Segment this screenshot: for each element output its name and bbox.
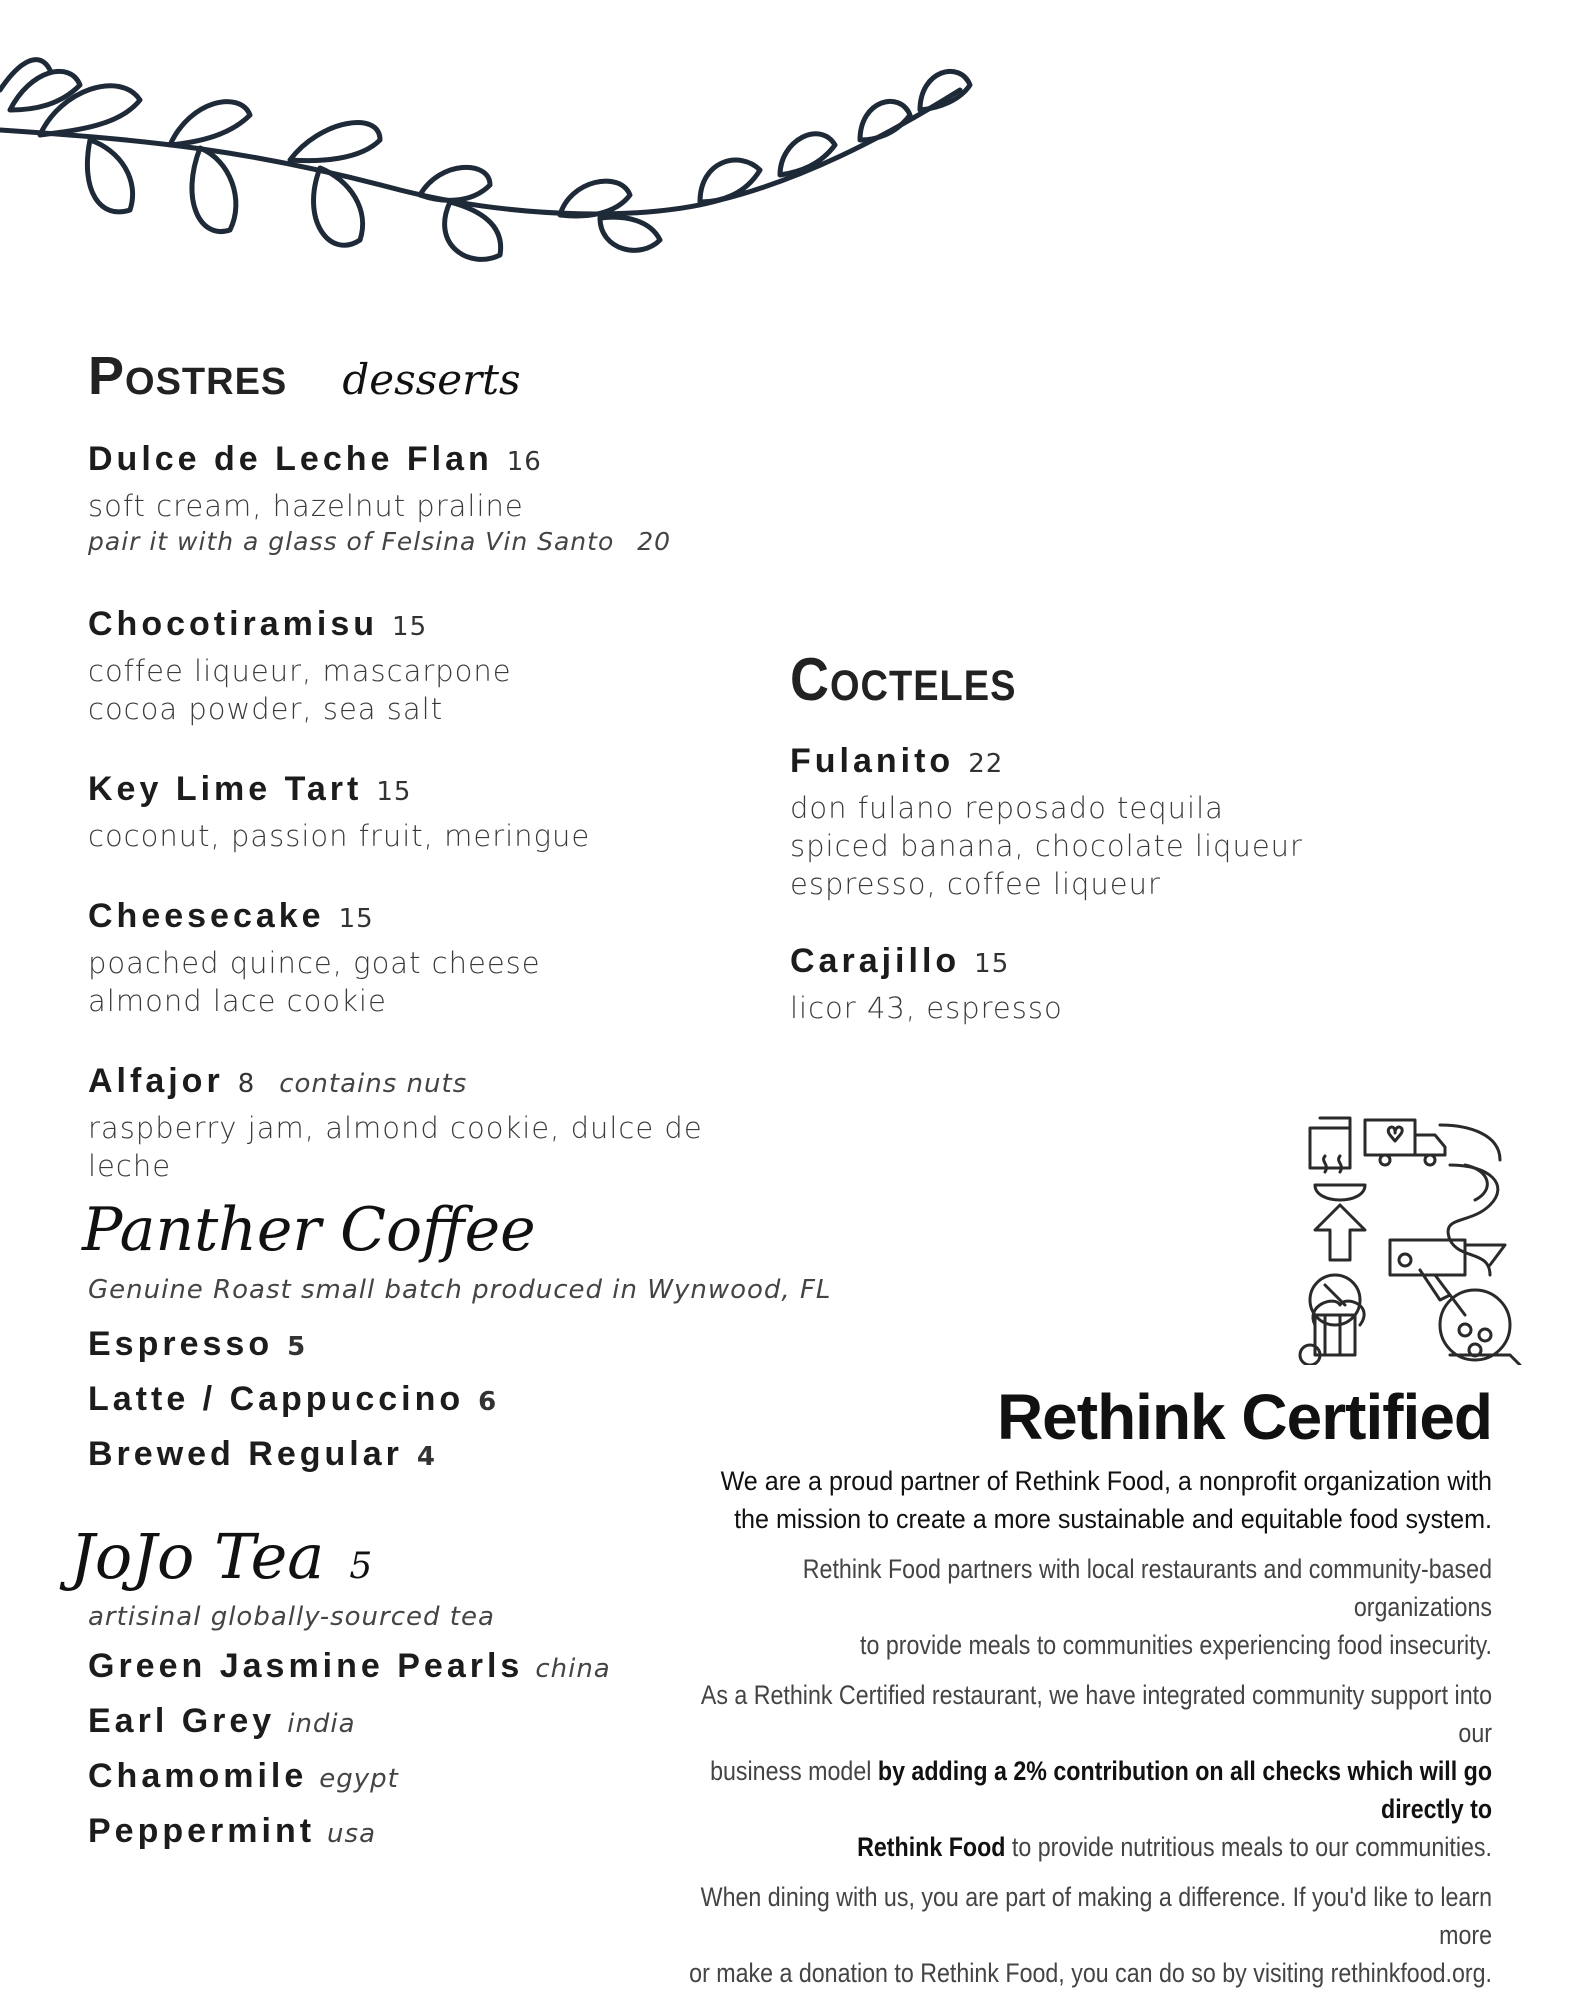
menu-item: [88, 1318, 497, 1373]
tea-subtitle: artisinal globally-sourced tea: [88, 1602, 495, 1632]
item-note: contains nuts: [279, 1069, 468, 1099]
item-name: Fulanito: [790, 742, 955, 780]
rethink-p1: [666, 1550, 1492, 1664]
postres-title: Postres: [88, 346, 288, 406]
tea-price: 5: [349, 1546, 373, 1587]
coffee-subtitle: Genuine Roast small batch produced in Wynwood, FL: [88, 1275, 832, 1305]
item-origin: india: [287, 1709, 356, 1739]
item-price: 15: [338, 904, 374, 934]
rethink-section: [532, 1380, 1492, 1992]
item-name: Key Lime Tart: [88, 770, 363, 808]
coffee-title: Panther Coffee: [82, 1195, 536, 1265]
item-desc: cocoa powder, sea salt: [88, 692, 444, 726]
item-name: Alfajor: [88, 1062, 224, 1100]
item-desc: almond lace cookie: [88, 984, 387, 1018]
tea-title: JoJo Tea: [70, 1520, 325, 1593]
menu-item: [790, 942, 1390, 1027]
postres-subtitle: desserts: [342, 355, 521, 404]
item-name: Cheesecake: [88, 897, 325, 935]
item-origin: egypt: [319, 1764, 399, 1794]
rethink-lead-line: We are a proud partner of Rethink Food, a nonprofit organization with: [720, 1466, 1492, 1496]
item-desc: raspberry jam, almond cookie, dulce de leche: [88, 1111, 703, 1183]
item-price: 8: [237, 1069, 256, 1099]
item-name: Carajillo: [790, 942, 961, 980]
rethink-p3-line: When dining with us, you are part of making a difference. If you'd like to learn more: [700, 1882, 1492, 1950]
item-name: Espresso: [88, 1325, 274, 1363]
rethink-p1-line: Rethink Food partners with local restaurants and community-based organizations: [802, 1554, 1492, 1622]
item-name: Latte / Cappuccino: [88, 1380, 465, 1418]
rethink-p2: [666, 1676, 1492, 1866]
menu-item: [790, 742, 1390, 942]
item-name: Chocotiramisu: [88, 605, 379, 643]
item-name: Peppermint: [88, 1812, 316, 1850]
pairing-note: [88, 525, 788, 559]
menu-item: [88, 1373, 497, 1428]
coffee-items: [88, 1318, 497, 1483]
menu-item: [88, 1062, 788, 1185]
item-desc: spiced banana, chocolate liqueur: [790, 829, 1303, 863]
item-name: Earl Grey: [88, 1702, 276, 1740]
item-desc: coconut, passion fruit, meringue: [88, 819, 591, 853]
rethink-p2-line: As a Rethink Certified restaurant, we have integrated community support into our: [700, 1680, 1492, 1748]
item-name: Green Jasmine Pearls: [88, 1647, 524, 1685]
cocteles-items: [790, 742, 1390, 1027]
rethink-p2-bold: Rethink Food: [857, 1832, 1006, 1862]
item-desc: espresso, coffee liqueur: [790, 867, 1161, 901]
item-price: 5: [287, 1332, 307, 1362]
menu-item: [88, 897, 788, 1062]
menu-item: [88, 770, 788, 897]
tea-header: [70, 1520, 372, 1593]
item-origin: china: [535, 1654, 611, 1684]
pairing-text: pair it with a glass of Felsina Vin Santo: [88, 527, 615, 556]
rethink-p2-line: [666, 1752, 1492, 1828]
rethink-title: Rethink Certified: [996, 1381, 1492, 1453]
rethink-p2-text: business model: [710, 1756, 878, 1786]
item-desc: poached quince, goat cheese: [88, 946, 541, 980]
item-price: 15: [392, 612, 428, 642]
item-desc: licor 43, espresso: [790, 991, 1063, 1025]
menu-item: [88, 605, 788, 770]
rethink-lead-line: the mission to create a more sustainable and equitable food system.: [734, 1504, 1492, 1534]
pairing-price: 20: [637, 527, 672, 556]
item-name: Chamomile: [88, 1757, 308, 1795]
rethink-p1-line: to provide meals to communities experiencing food insecurity.: [860, 1630, 1492, 1660]
postres-header: [88, 345, 521, 407]
rethink-r-logo: [1290, 1110, 1530, 1365]
menu-item: [88, 440, 788, 605]
cocteles-title: Cocteles: [790, 646, 1017, 714]
item-name: Dulce de Leche Flan: [88, 440, 493, 478]
item-desc: don fulano reposado tequila: [790, 791, 1224, 825]
postres-items: [88, 440, 788, 1185]
item-origin: usa: [327, 1819, 377, 1849]
item-price: 6: [478, 1387, 498, 1417]
item-name: Brewed Regular: [88, 1435, 403, 1473]
item-price: 16: [506, 447, 542, 477]
item-price: 4: [416, 1442, 436, 1472]
item-desc: coffee liqueur, mascarpone: [88, 654, 512, 688]
leaf-branch-illustration: [0, 30, 1000, 280]
rethink-p3: [666, 1878, 1492, 1992]
item-desc: soft cream, hazelnut praline: [88, 489, 524, 523]
item-price: 22: [968, 749, 1004, 779]
item-price: 15: [974, 949, 1010, 979]
rethink-p2-line: [666, 1828, 1492, 1866]
menu-item: [88, 1428, 497, 1483]
rethink-p2-text: to provide nutritious meals to our communities.: [1005, 1832, 1492, 1862]
rethink-p2-bold: by adding a 2% contribution on all checks which will go directly to: [877, 1756, 1492, 1824]
rethink-p3-line: or make a donation to Rethink Food, you can do so by visiting rethinkfood.org.: [689, 1958, 1492, 1988]
rethink-lead: [599, 1462, 1492, 1538]
item-price: 15: [376, 777, 412, 807]
